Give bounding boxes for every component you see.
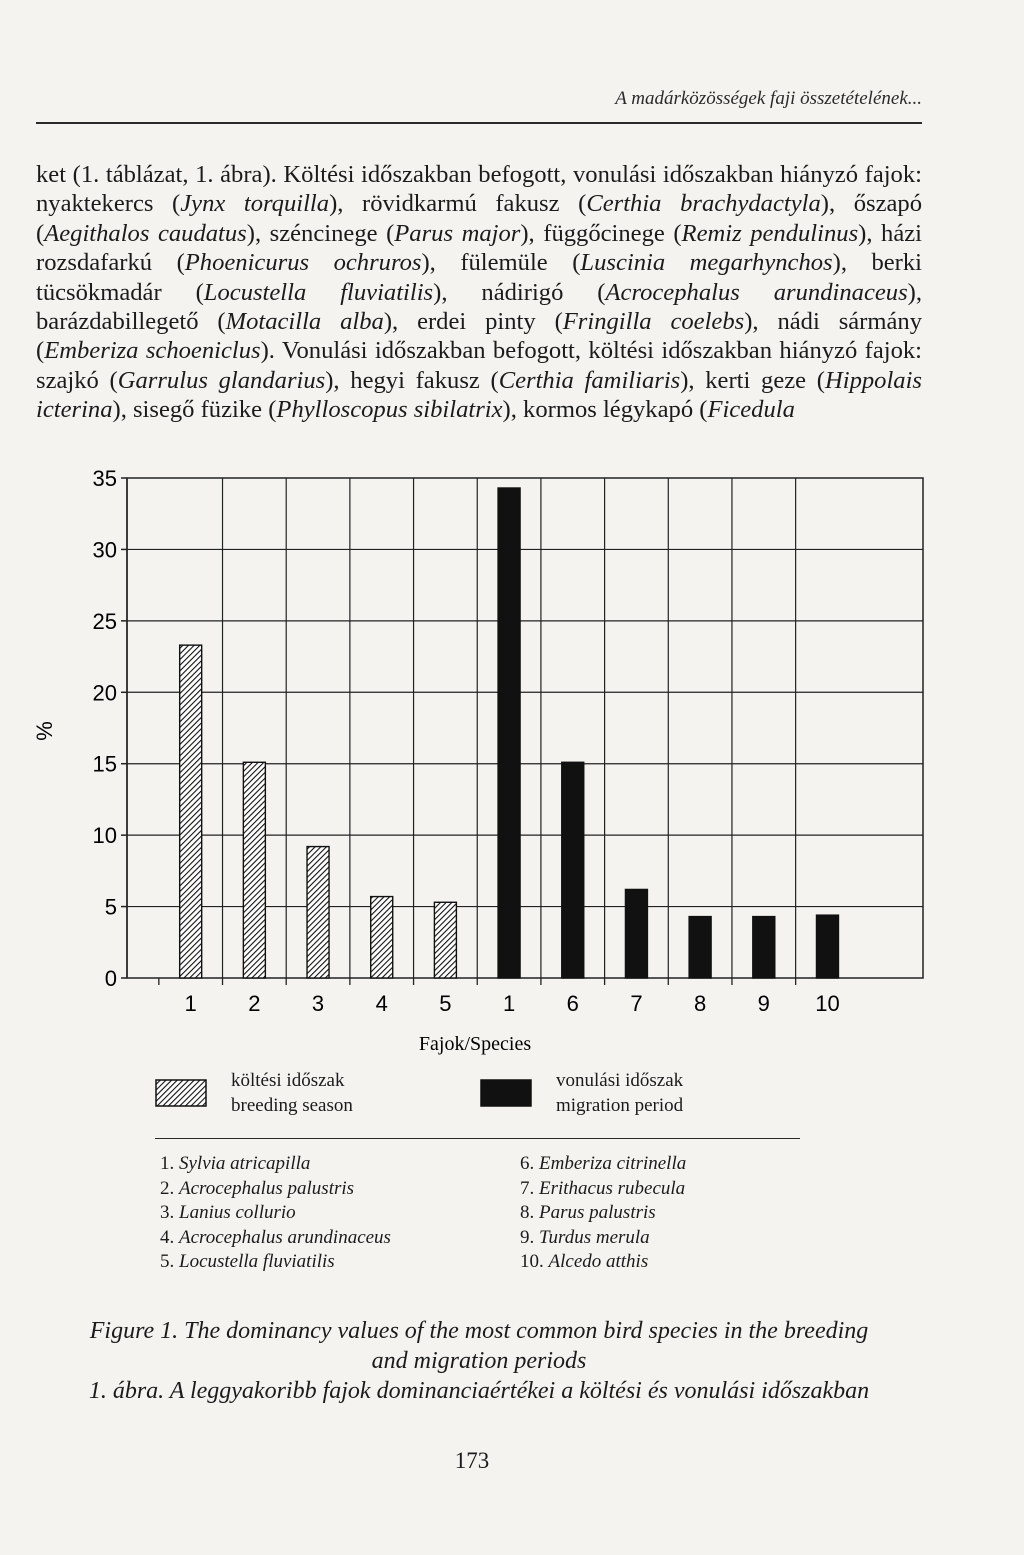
caption-english-line-1: Figure 1. The dominancy values of the most common bird species in the breeding [89,1318,869,1344]
species-list-item [520,1250,686,1275]
bar-migration-7 [625,889,647,978]
y-tick-label: 35 [92,468,117,491]
y-tick-label: 30 [92,537,117,563]
figure-caption [36,1316,922,1406]
species-number: 8. [520,1202,539,1223]
y-tick-label: 25 [92,608,117,634]
body-text-segment: ), fülemüle ( [421,249,581,277]
species-name-italic: Aegithalos caudatus [44,219,247,247]
body-text-segment: ), berki tücsökmadár ( [36,249,922,306]
species-name-italic: Phylloscopus sibilatrix [276,396,503,424]
body-text-segment: ), őszapó ( [36,190,922,247]
y-axis-label: % [32,721,57,741]
species-name: Turdus merula [539,1226,650,1248]
species-list-item [160,1226,391,1251]
species-list-item [160,1201,391,1226]
y-tick-label: 5 [104,894,117,920]
species-number: 9. [520,1226,539,1248]
y-tick-label: 20 [92,680,117,706]
species-name: Sylvia atricapilla [179,1153,311,1174]
legend-migration-en: migration period [556,1095,684,1116]
species-number: 2. [160,1177,179,1199]
body-text-segment: ). Vonulási időszakban befogott, költési időszakban hiányzó fajok: szajkó ( [36,337,922,394]
chart-bars [180,488,839,978]
species-name-italic: Remiz pendulinus [681,219,859,247]
species-name-italic: Locustella fluviatilis [203,278,434,306]
header-rule [36,122,922,124]
chart-legend [155,1068,815,1138]
legend-item-breeding [155,1068,353,1118]
dominance-bar-chart [20,468,940,1068]
x-axis-label: Fajok/Species [418,1033,532,1055]
bar-breeding-5 [434,902,456,978]
species-name: Lanius collurio [179,1202,296,1223]
species-name-italic: Luscinia megarhynchos [580,249,833,277]
species-number: 6. [520,1153,539,1174]
x-tick-label: 2 [248,991,261,1016]
legend-labels-migration [556,1068,683,1118]
y-tick-label: 0 [104,966,117,991]
species-name-italic: Garrulus glandarius [117,366,326,394]
species-name: Erithacus rubecula [539,1177,686,1199]
bar-migration-6 [562,762,584,978]
body-text-segment: ), nádi sármány ( [36,308,923,365]
legend-breeding-hu: költési időszak [231,1070,345,1091]
species-name: Emberiza citrinella [539,1153,687,1174]
species-list-item [520,1152,686,1177]
body-text-segment: ), erdei pinty ( [383,308,563,336]
y-tick-label: 10 [92,823,117,849]
species-number: 7. [520,1177,539,1199]
running-header: A madárközösségek faji összetételének... [615,88,922,109]
caption-english-line-2: and migration periods [371,1348,587,1374]
x-tick-label: 10 [815,991,840,1016]
body-text-segment: ), nádirigó ( [433,278,606,306]
bar-migration-8 [689,917,711,978]
species-number: 5. [160,1251,179,1272]
bar-breeding-1 [180,645,202,978]
species-list-left [160,1152,391,1275]
species-list-item [520,1177,686,1202]
species-number: 1. [160,1153,179,1174]
chart-axes [93,468,840,1016]
legend-breeding-en: breeding season [231,1095,353,1116]
species-list-item [520,1226,686,1251]
x-tick-label: 6 [566,991,579,1016]
species-name-italic: Fringilla coelebs [562,308,745,336]
species-list-right [520,1152,686,1275]
x-tick-label: 4 [375,991,388,1016]
bar-breeding-3 [307,847,329,978]
species-name-italic: Motacilla alba [225,308,384,336]
species-list-item [160,1250,391,1275]
body-text-segment: ), rövidkarmú fakusz ( [329,190,587,218]
body-text-segment: ), kerti geze ( [680,366,825,394]
x-tick-label: 3 [311,991,325,1016]
x-tick-label: 8 [693,991,707,1016]
legend-migration-hu: vonulási időszak [556,1070,684,1091]
body-text-segment: ), hegyi fakusz ( [325,366,499,394]
species-list-item [520,1201,686,1226]
species-name: Acrocephalus arundinaceus [179,1226,391,1248]
x-tick-label: 7 [630,991,643,1016]
x-tick-label: 1 [502,991,516,1016]
body-text-segment: ), barázdabillegető ( [36,278,922,336]
species-list-item [160,1177,391,1202]
bar-breeding-4 [371,897,393,978]
species-name: Acrocephalus palustris [179,1177,355,1199]
species-name-italic: Hippolais icterina [36,366,922,424]
species-number: 3. [160,1202,179,1223]
species-name-italic: Parus major [394,219,521,247]
bar-migration-1 [498,488,520,978]
body-text-segment: ket (1. táblázat, 1. ábra). Költési időszakban befogott, vonulási időszakban hiányzó fajok: nyaktekercs ( [36,161,922,218]
page-number: 173 [454,1448,490,1473]
body-text-segment: ), függőcinege ( [520,219,682,247]
species-name: Alcedo atthis [548,1251,649,1272]
species-name: Parus palustris [539,1202,656,1223]
legend-rule [155,1138,800,1139]
legend-labels-breeding [231,1068,353,1118]
caption-hungarian: 1. ábra. A leggyakoribb fajok dominanciaértékei a költési és vonulási időszakban [88,1378,870,1404]
species-name-italic: Ficedula [707,396,795,424]
x-tick-label: 1 [184,991,197,1016]
x-tick-label: 9 [757,991,770,1016]
species-name-italic: Phoenicurus ochruros [184,249,422,277]
species-list-item [160,1152,391,1177]
body-text-segment: ), széncinege ( [246,219,395,247]
x-tick-label: 5 [439,991,452,1016]
legend-swatch-solid [480,1079,532,1107]
body-text [36,160,922,425]
species-name-italic: Acrocephalus arundinaceus [605,278,908,306]
species-number: 10. [520,1251,549,1272]
species-name-italic: Emberiza schoeniclus [44,337,261,365]
species-name-italic: Jynx torquilla [180,190,330,218]
body-text-segment: ), házi rozsdafarkú ( [36,219,922,277]
legend-item-migration [480,1068,683,1118]
bar-migration-9 [753,917,775,978]
species-number: 4. [160,1226,179,1248]
body-text-segment: ), sisegő füzike ( [112,396,277,424]
species-name: Locustella fluviatilis [179,1251,335,1272]
bar-migration-10 [816,915,838,978]
y-tick-label: 15 [92,751,117,777]
species-name-italic: Certhia brachydactyla [586,190,821,218]
legend-swatch-hatched [155,1079,207,1107]
bar-breeding-2 [243,762,265,978]
body-text-segment: ), kormos légykapó ( [502,396,708,424]
species-name-italic: Certhia familiaris [498,366,681,394]
